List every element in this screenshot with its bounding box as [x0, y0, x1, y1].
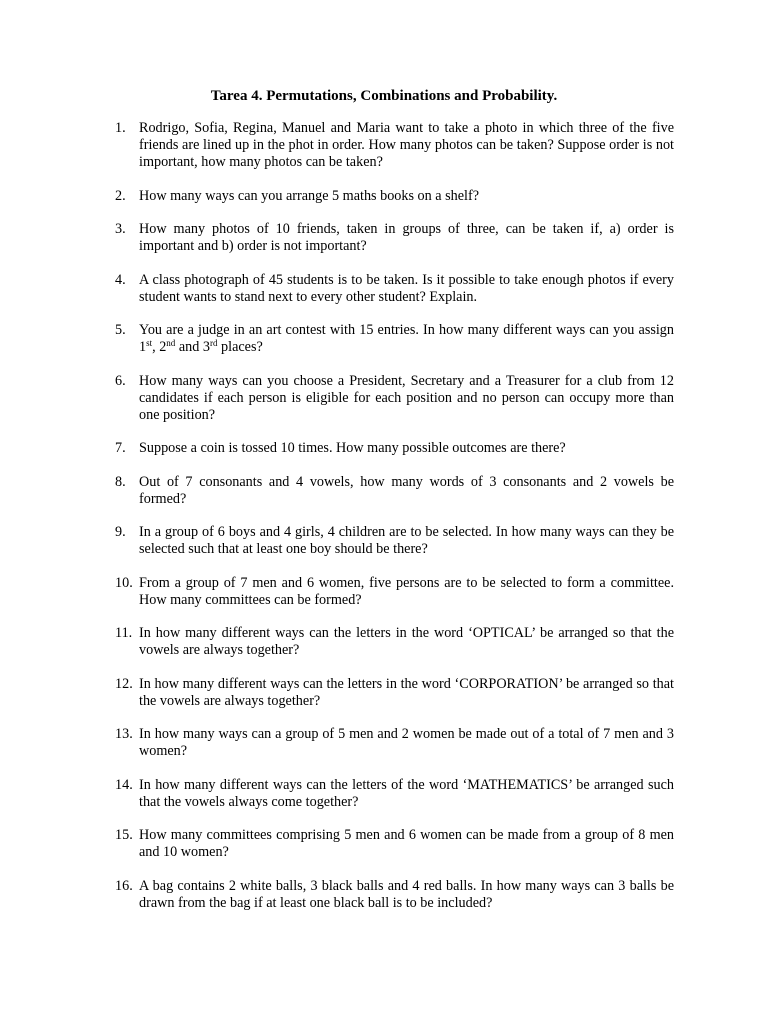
question-text: In how many ways can a group of 5 men and 2 women be made out of a total of 7 men and 3 women?	[139, 726, 674, 759]
ordinal-suffix: st	[146, 338, 153, 348]
question-number: 16.	[115, 877, 133, 894]
question-number: 14.	[115, 776, 133, 793]
question-number: 1.	[115, 120, 126, 136]
question-item	[115, 878, 674, 912]
question-text-part: and 3	[175, 339, 210, 355]
question-text-part: places?	[217, 339, 263, 355]
question-item	[115, 827, 674, 861]
question-number: 5.	[115, 322, 126, 338]
question-number: 6.	[115, 372, 126, 389]
question-text-part: , 2	[152, 339, 167, 355]
question-item	[115, 188, 674, 205]
question-number: 7.	[115, 440, 126, 456]
question-text: How many photos of 10 friends, taken in groups of three, can be taken if, a) order is important and b) order is not important?	[139, 221, 674, 254]
question-item	[115, 373, 674, 424]
question-number: 11.	[115, 625, 133, 641]
question-text: In a group of 6 boys and 4 girls, 4 children are to be selected. In how many ways can they be selected such that at least one boy should be there?	[139, 524, 674, 557]
question-item	[115, 322, 674, 356]
question-item	[115, 777, 674, 811]
question-number: 3.	[115, 221, 126, 237]
question-text: From a group of 7 men and 6 women, five persons are to be selected to form a committee. How many committees can be formed?	[139, 574, 674, 608]
question-item	[115, 120, 674, 171]
question-text: In how many different ways can the letters of the word ‘MATHEMATICS’ be arranged such that the vowels always come together?	[139, 776, 674, 810]
question-text: How many ways can you arrange 5 maths books on a shelf?	[139, 187, 480, 204]
question-item	[115, 575, 674, 609]
question-text	[139, 322, 674, 356]
question-text: Rodrigo, Sofia, Regina, Manuel and Maria want to take a photo in which three of the five friends are lined up in the phot in order. How many photos can be taken? Suppose order is not important, how many photos can be taken?	[139, 120, 674, 170]
question-number: 15.	[115, 827, 133, 843]
question-item	[115, 625, 674, 659]
question-item	[115, 676, 674, 710]
question-number: 8.	[115, 473, 126, 490]
question-item	[115, 272, 674, 306]
question-item	[115, 474, 674, 508]
question-text-part: You are a judge in an art contest with 15 entries. In how many different ways can you assign 1	[139, 322, 674, 355]
question-text: A bag contains 2 white balls, 3 black balls and 4 red balls. In how many ways can 3 balls be drawn from the bag if at least one black ball is to be included?	[139, 877, 674, 911]
ordinal-suffix: nd	[166, 338, 176, 348]
document-title: Tarea 4. Permutations, Combinations and Probability.	[210, 88, 558, 104]
question-number: 4.	[115, 271, 126, 288]
question-number: 13.	[115, 726, 133, 742]
question-item	[115, 524, 674, 558]
question-text: In how many different ways can the letters in the word ‘CORPORATION’ be arranged so that the vowels are always together?	[139, 675, 674, 709]
question-item	[115, 726, 674, 760]
question-text: A class photograph of 45 students is to be taken. Is it possible to take enough photos if every student wants to stand next to every other student? Explain.	[139, 271, 674, 305]
question-number: 9.	[115, 524, 126, 540]
question-item	[115, 221, 674, 255]
question-text: How many committees comprising 5 men and 6 women can be made from a group of 8 men and 10 women?	[139, 827, 674, 860]
question-number: 12.	[115, 675, 133, 692]
question-text: Out of 7 consonants and 4 vowels, how many words of 3 consonants and 2 vowels be formed?	[139, 473, 674, 507]
question-item	[115, 440, 674, 457]
ordinal-suffix: rd	[209, 338, 218, 348]
question-text: In how many different ways can the letters in the word ‘OPTICAL’ be arranged so that the vowels are always together?	[139, 625, 674, 658]
question-text: How many ways can you choose a President, Secretary and a Treasurer for a club from 12 candidates if each person is eligible for each position and no person can occupy more than one position?	[139, 372, 674, 423]
question-number: 2.	[115, 187, 126, 204]
question-text: Suppose a coin is tossed 10 times. How many possible outcomes are there?	[139, 440, 566, 456]
question-list	[115, 120, 674, 928]
question-number: 10.	[115, 574, 133, 591]
